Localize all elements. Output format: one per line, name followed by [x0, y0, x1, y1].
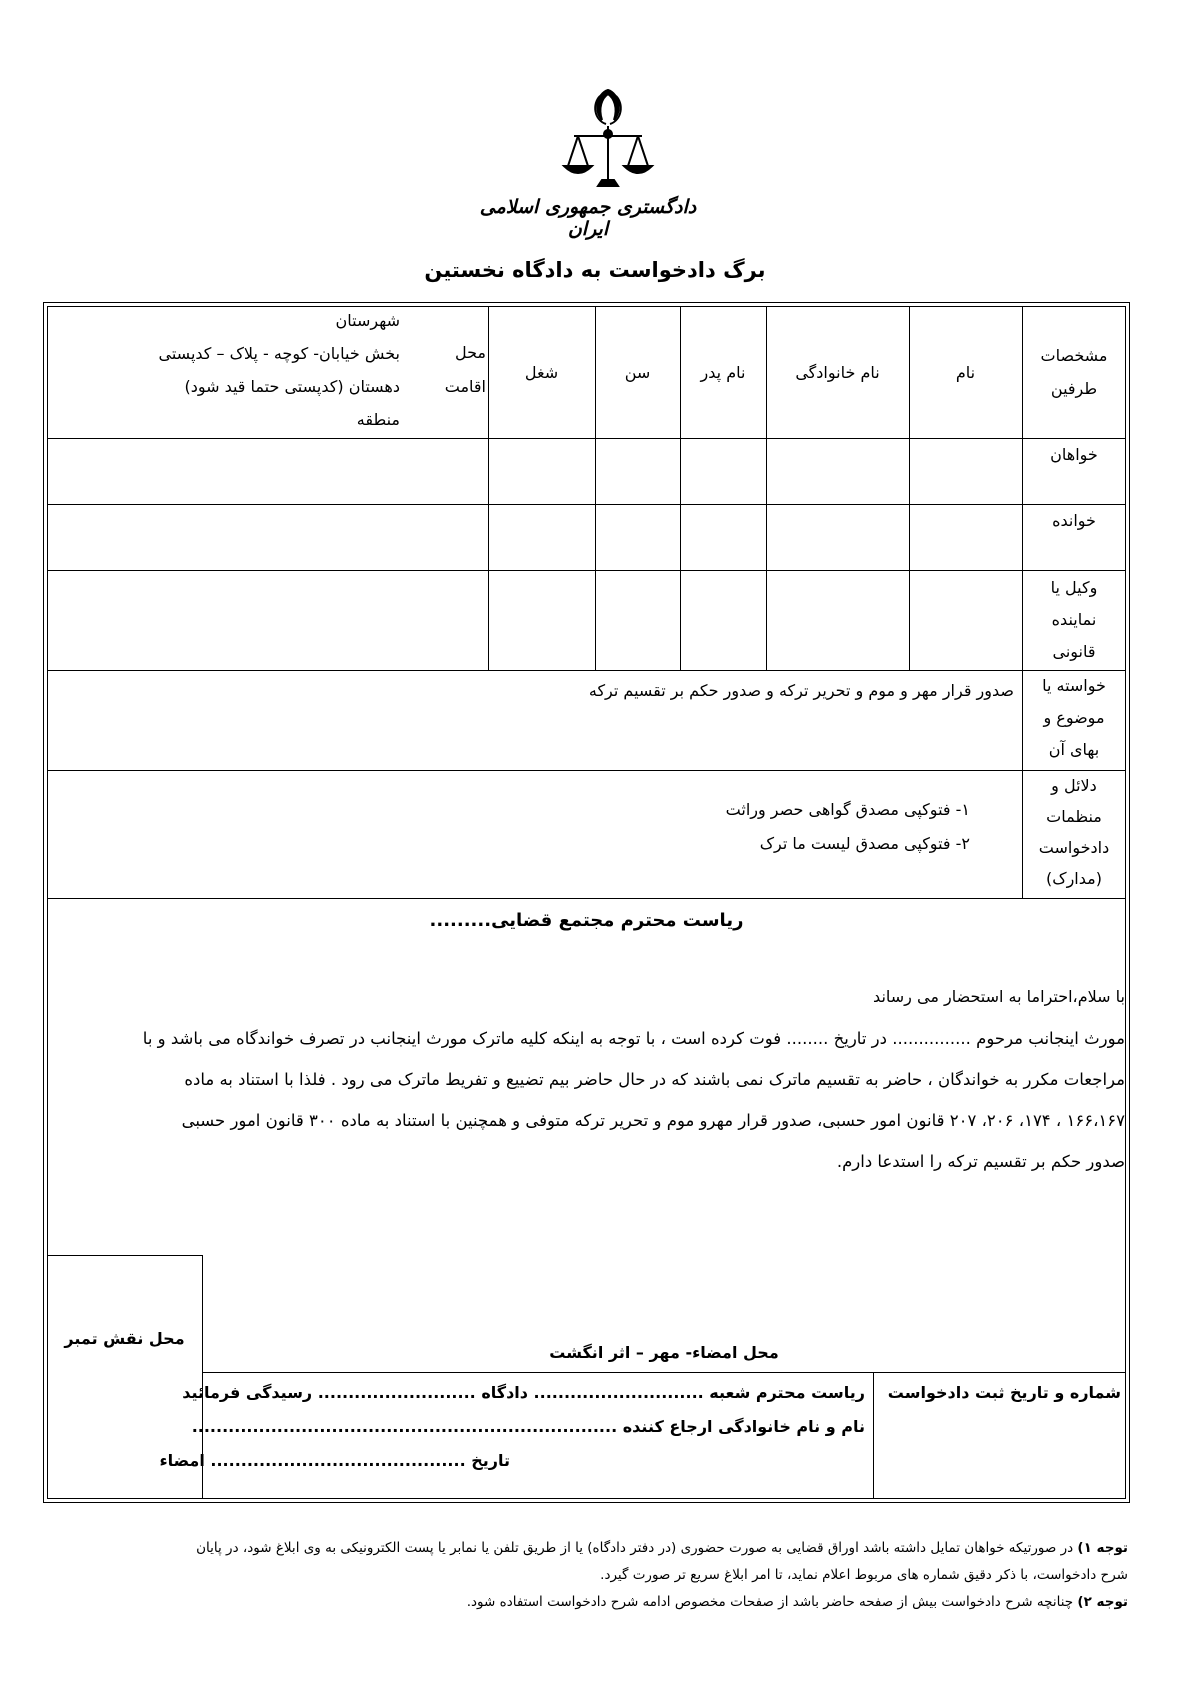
divider	[202, 1372, 1126, 1373]
registration-line-3: تاریخ .......................................... امضاء	[159, 1451, 510, 1470]
divider	[873, 1372, 874, 1499]
evidence-list	[60, 793, 970, 861]
judiciary-emblem-icon	[560, 86, 656, 196]
row-plaintiff: خواهان	[1050, 445, 1098, 464]
divider	[47, 670, 1126, 671]
judiciary-name: دادگستری جمهوری اسلامی ایران	[479, 196, 697, 240]
form-frame-inner	[47, 306, 1126, 1499]
col-age: سن	[624, 362, 651, 382]
petition-line: ۱۶۶،۱۶۷ ، ۱۷۴، ۲۰۶، ۲۰۷ قانون امور حسبی، صدور قرار مهرو موم و تحریر ترکه متوفی و همچنین با استناد به ماده ۳۰۰ قانون امور حسبی	[181, 1111, 1125, 1130]
parties-header-label: مشخصات طرفین	[1040, 346, 1108, 398]
claim-value: صدور قرار مهر و موم و تحریر ترکه و صدور حکم بر تقسیم ترکه	[588, 681, 1014, 700]
divider	[47, 898, 1126, 899]
stamp-place: محل نقش تمبر	[64, 1329, 185, 1348]
evidence-item: ۱- فتوکپی مصدق گواهی حصر وراثت	[725, 800, 970, 819]
signature-place: محل امضاء- مهر – اثر انگشت	[549, 1343, 779, 1362]
notes	[88, 1535, 1128, 1616]
petition-line: مورث اینجانب مرحوم ............... در تاریخ ........ فوت کرده است ، با توجه به اینکه کلیه ماترک مورث اینجانب در تصرف خواندگاه می باشد و با	[142, 1029, 1125, 1048]
form-title: برگ دادخواست به دادگاه نخستین	[424, 258, 766, 282]
divider	[47, 570, 1126, 571]
evidence-label: دلائل و منظمات دادخواست (مدارک)	[1038, 776, 1110, 888]
evidence-item: ۲- فتوکپی مصدق لیست ما ترک	[759, 834, 970, 853]
col-name: نام	[955, 362, 976, 382]
petition-line: صدور حکم بر تقسیم ترکه را استدعا دارم.	[836, 1152, 1125, 1171]
col-family-name: نام خانوادگی	[795, 362, 880, 382]
claim-label: خواسته یا موضوع و بهای آن	[1042, 676, 1106, 759]
note-1-line-2: شرح دادخواست، با ذکر دقیق شماره های مربوط اعلام نماید، تا امر ابلاغ سریع تر صورت گیرد.	[600, 1567, 1128, 1583]
petition-body	[55, 1018, 1125, 1182]
note-2: توجه ۲) چنانچه شرح دادخواست بیش از صفحه حاضر باشد از صفحات مخصوص ادامه شرح دادخواست استفاده شود.	[466, 1594, 1128, 1610]
registration-line-1: ریاست محترم شعبه ............................ دادگاه .......................... رسیدگی فرمائید	[182, 1383, 865, 1402]
petition-greeting: با سلام،احتراما به استحضار می رساند	[873, 987, 1125, 1006]
petition-line: مراجعات مکرر به خواندگان ، حاضر به تقسیم ماترک نمی باشند که در حال حاضر بیم تضییع و تفریط ماترک می رود . فلذا با استناد به ماده	[184, 1070, 1125, 1089]
col-job: شغل	[524, 362, 559, 382]
registration-label: شماره و تاریخ ثبت دادخواست	[887, 1383, 1121, 1402]
divider	[47, 770, 1126, 771]
registration-line-2: نام و نام خانوادگی ارجاع کننده ......................................................................	[191, 1417, 865, 1436]
col-father-name: نام پدر	[700, 362, 746, 382]
col-address: شهرستان بخش خیابان- کوچه - پلاک – کدپستی دهستان (کدپستی حتما قید شود) منطقه	[158, 311, 400, 429]
divider	[47, 1255, 202, 1256]
note-1-line-1: توجه ۱) در صورتیکه خواهان تمایل داشته باشد اوراق قضایی به صورت حضوری (در دفتر دادگاه) یا از طریق تلفن یا نمابر یا پست الکترونیکی به وی ابلاغ شود، در پایان	[196, 1540, 1128, 1556]
col-residence: محل اقامت	[444, 343, 486, 396]
row-attorney: وکیل یا نماینده قانونی	[1050, 578, 1098, 661]
divider	[47, 504, 1126, 505]
divider	[47, 438, 1126, 439]
petition-addressee: ریاست محترم مجتمع قضایی.........	[429, 910, 744, 931]
row-defendant: خوانده	[1052, 511, 1096, 530]
